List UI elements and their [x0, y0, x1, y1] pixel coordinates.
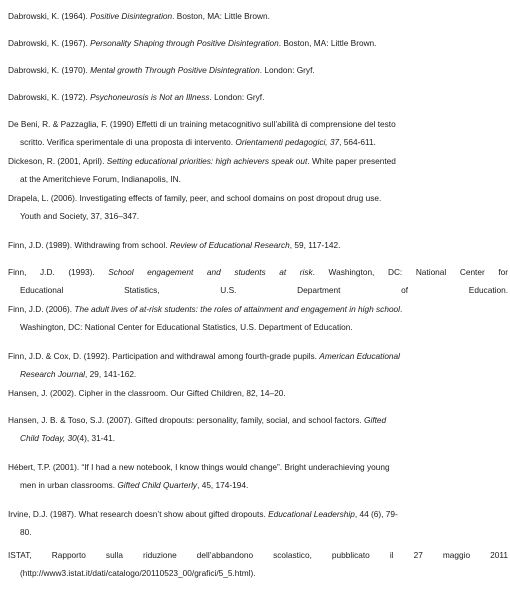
- text-segment: Youth and Society, 37, 316–347.: [20, 211, 140, 221]
- reference-first-line: [8, 347, 508, 365]
- text-segment: Hansen, J. (2002). Cipher in the classroom. Our Gifted Children, 82, 14–20.: [8, 388, 286, 398]
- reference-entry: [8, 88, 508, 106]
- reference-first-line: [8, 236, 508, 254]
- text-segment: at the Ameritchieve Forum, Indianapolis, IN.: [20, 174, 181, 184]
- italic-title-segment: American Educational: [319, 351, 401, 361]
- text-segment: De Beni, R. & Pazzaglia, F. (1990) Effetti di un training metacognitivo sull’abilità di comprensione del testo: [8, 119, 396, 129]
- text-segment: , 564-611.: [339, 137, 376, 147]
- text-segment: Dickeson, R. (2001, April).: [8, 156, 107, 166]
- text-segment: , 29, 141-162.: [85, 369, 137, 379]
- italic-title-segment: Review of Educational Research: [169, 240, 290, 250]
- text-segment: . Washington, DC: National Center for: [312, 267, 508, 277]
- reference-continuation-line: [8, 564, 508, 582]
- text-segment: , 45, 174-194.: [197, 480, 249, 490]
- text-segment: . Boston, MA: Little Brown.: [172, 11, 270, 21]
- italic-title-segment: Personality Shaping through Positive Disintegration: [90, 38, 279, 48]
- reference-continuation-line: [8, 318, 508, 336]
- text-segment: Finn, J.D. (2006).: [8, 304, 75, 314]
- reference-first-line: [8, 115, 508, 133]
- reference-first-line: [8, 458, 508, 476]
- text-segment: Dabrowski, K. (1967).: [8, 38, 91, 48]
- reference-continuation-line: [8, 207, 508, 225]
- reference-entry: [8, 152, 508, 188]
- text-segment: Finn, J.D. (1993).: [8, 267, 109, 277]
- text-segment: (http://www3.istat.it/dati/catalogo/20110523_00/grafici/5_5.html).: [20, 568, 256, 578]
- reference-first-line: [8, 152, 508, 170]
- text-segment: Irvine, D.J. (1987). What research doesn’t show about gifted dropouts.: [8, 509, 269, 519]
- text-segment: . White paper presented: [307, 156, 396, 166]
- reference-first-line: [8, 263, 508, 281]
- reference-entry: [8, 411, 508, 447]
- reference-first-line: [8, 7, 508, 25]
- italic-title-segment: Gifted Child Quarterly: [117, 480, 198, 490]
- reference-first-line: [8, 61, 508, 79]
- reference-entry: [8, 34, 508, 52]
- italic-title-segment: Setting educational priorities: high achievers speak out: [106, 156, 308, 166]
- text-segment: men in urban classrooms.: [20, 480, 118, 490]
- text-segment: , 59, 117-142.: [289, 240, 341, 250]
- italic-title-segment: Research Journal: [20, 369, 86, 379]
- text-segment: , 44 (6), 79-: [354, 509, 398, 519]
- text-segment: Dabrowski, K. (1964).: [8, 11, 91, 21]
- text-segment: scritto. Verifica sperimentale di una proposta di intervento.: [20, 137, 236, 147]
- italic-title-segment: The adult lives of at-risk students: the roles of attainment and engagement in high school: [74, 304, 401, 314]
- reference-first-line: [8, 505, 508, 523]
- reference-continuation-line: [8, 281, 508, 299]
- reference-entry: [8, 384, 508, 402]
- reference-entry: [8, 300, 508, 336]
- reference-first-line: [8, 34, 508, 52]
- italic-title-segment: Educational Leadership: [268, 509, 355, 519]
- italic-title-segment: Gifted: [364, 415, 387, 425]
- reference-first-line: [8, 411, 508, 429]
- reference-continuation-line: [8, 170, 508, 188]
- text-segment: (4), 31-41.: [76, 433, 116, 443]
- italic-title-segment: Mental growth Through Positive Disintegration: [90, 65, 260, 75]
- italic-title-segment: Positive Disintegration: [90, 11, 173, 21]
- reference-first-line: [8, 384, 508, 402]
- text-segment: . Boston, MA: Little Brown.: [278, 38, 377, 48]
- text-segment: Finn, J.D. & Cox, D. (1992). Participation and withdrawal among fourth-grade pupils.: [8, 351, 320, 361]
- text-segment: Washington, DC: National Center for Educational Statistics, U.S. Department of Education.: [20, 322, 353, 332]
- text-segment: ISTAT, Rapporto sulla riduzione dell’abbandono scolastico, pubblicato il 27 maggio 2011: [8, 550, 508, 560]
- italic-title-segment: Orientamenti pedagogici, 37: [235, 137, 340, 147]
- italic-title-segment: School engagement and students at risk: [108, 267, 313, 277]
- reference-entry: [8, 7, 508, 25]
- reference-first-line: [8, 300, 508, 318]
- reference-entry: [8, 115, 508, 151]
- reference-entry: [8, 189, 508, 225]
- reference-continuation-line: [8, 523, 508, 541]
- text-segment: Dabrowski, K. (1972).: [8, 92, 91, 102]
- reference-continuation-line: [8, 476, 508, 494]
- text-segment: Educational Statistics, U.S. Department of Education.: [20, 285, 508, 295]
- reference-first-line: [8, 88, 508, 106]
- reference-entry: [8, 546, 508, 582]
- reference-first-line: [8, 189, 508, 207]
- text-segment: . London: Gryf.: [259, 65, 315, 75]
- reference-first-line: [8, 546, 508, 564]
- text-segment: Hébert, T.P. (2001). “If I had a new notebook, I know things would change”. Bright underachieving young: [8, 462, 390, 472]
- italic-title-segment: Psychoneurosis is Not an Illness: [90, 92, 210, 102]
- text-segment: 80.: [20, 527, 32, 537]
- reference-entry: [8, 458, 508, 494]
- reference-continuation-line: [8, 133, 508, 151]
- text-segment: . London: Gryf.: [209, 92, 265, 102]
- text-segment: Dabrowski, K. (1970).: [8, 65, 91, 75]
- text-segment: Hansen, J. B. & Toso, S.J. (2007). Gifted dropouts: personality, family, social, and school factors.: [8, 415, 365, 425]
- italic-title-segment: Child Today, 30: [20, 433, 77, 443]
- reference-entry: [8, 263, 508, 299]
- reference-entry: [8, 347, 508, 383]
- text-segment: Drapela, L. (2006). Investigating effects of family, peer, and school domains on post dropout drug use.: [8, 193, 382, 203]
- text-segment: .: [400, 304, 403, 314]
- reference-entry: [8, 505, 508, 541]
- reference-continuation-line: [8, 365, 508, 383]
- text-segment: Finn, J.D. (1989). Withdrawing from school.: [8, 240, 170, 250]
- reference-entry: [8, 61, 508, 79]
- reference-continuation-line: [8, 429, 508, 447]
- reference-entry: [8, 236, 508, 254]
